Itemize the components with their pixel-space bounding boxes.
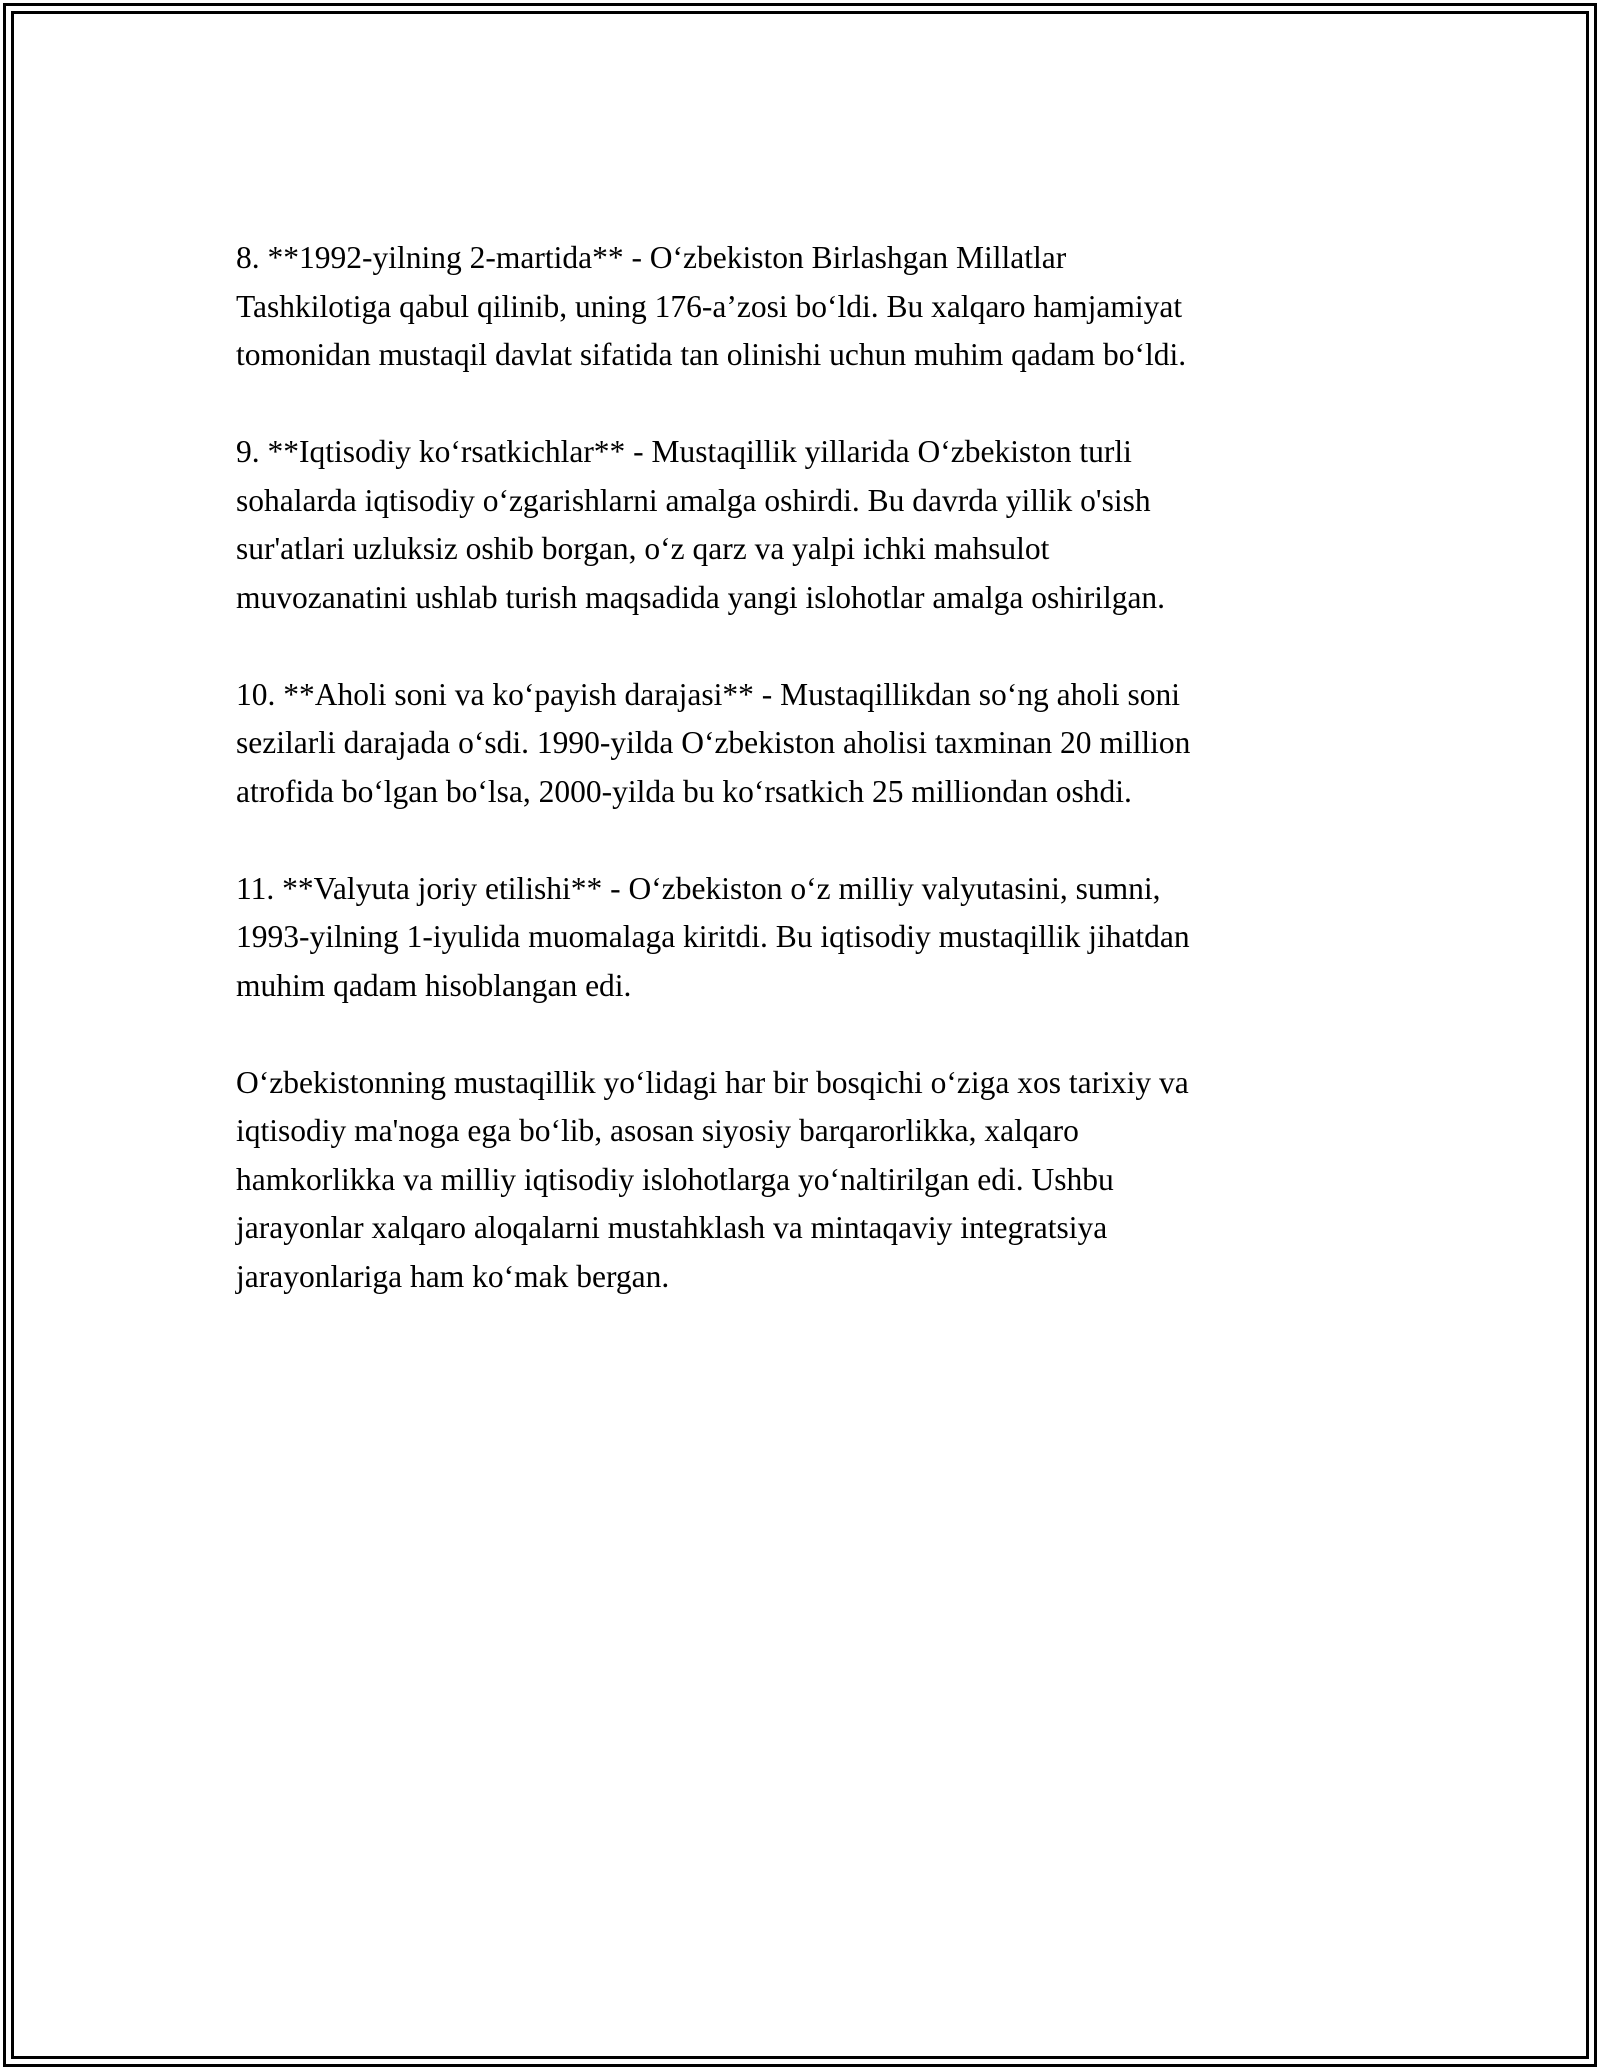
paragraph-conclusion <box>236 1059 1386 1302</box>
text-line: 8. **1992-yilning 2-martida** - Oʻzbekiston Birlashgan Millatlar <box>236 240 1067 275</box>
text-line: muhim qadam hisoblangan edi. <box>236 967 632 1003</box>
document-body <box>236 234 1386 1350</box>
text-line: sezilarli darajada oʻsdi. 1990-yilda Oʻzbekiston aholisi taxminan 20 million <box>236 725 1191 760</box>
text-line: tomonidan mustaqil davlat sifatida tan olinishi uchun muhim qadam boʻldi. <box>236 337 1187 372</box>
text-line: Tashkilotiga qabul qilinib, uning 176-a’zosi boʻldi. Bu xalqaro hamjamiyat <box>236 288 1183 324</box>
text-line: jarayonlariga ham koʻmak bergan. <box>236 1258 670 1294</box>
text-line: 11. **Valyuta joriy etilishi** - Oʻzbekiston oʻz milliy valyutasini, sumni, <box>236 870 1161 906</box>
text-line: 9. **Iqtisodiy koʻrsatkichlar** - Mustaqillik yillarida Oʻzbekiston turli <box>236 434 1132 469</box>
text-line: atrofida boʻlgan boʻlsa, 2000-yilda bu koʻrsatkich 25 milliondan oshdi. <box>236 773 1132 809</box>
text-line: iqtisodiy ma'noga ega boʻlib, asosan siyosiy barqarorlikka, xalqaro <box>236 1113 1079 1148</box>
text-line: 10. **Aholi soni va koʻpayish darajasi** - Mustaqillikdan soʻng aholi soni <box>236 676 1181 712</box>
text-line: sur'atlari uzluksiz oshib borgan, oʻz qarz va yalpi ichki mahsulot <box>236 531 1050 566</box>
text-line: Oʻzbekistonning mustaqillik yoʻlidagi har bir bosqichi oʻziga xos tarixiy va <box>236 1064 1189 1100</box>
paragraph-item-10 <box>236 671 1386 817</box>
text-line: 1993-yilning 1-iyulida muomalaga kiritdi. Bu iqtisodiy mustaqillik jihatdan <box>236 919 1190 954</box>
text-line: muvozanatini ushlab turish maqsadida yangi islohotlar amalga oshirilgan. <box>236 579 1166 615</box>
paragraph-item-9 <box>236 428 1386 622</box>
paragraph-item-8 <box>236 234 1386 380</box>
text-line: jarayonlar xalqaro aloqalarni mustahklash va mintaqaviy integratsiya <box>236 1210 1108 1245</box>
text-line: hamkorlikka va milliy iqtisodiy islohotlarga yoʻnaltirilgan edi. Ushbu <box>236 1161 1114 1197</box>
paragraph-item-11 <box>236 865 1386 1011</box>
text-line: sohalarda iqtisodiy oʻzgarishlarni amalga oshirdi. Bu davrda yillik o'sish <box>236 482 1151 518</box>
